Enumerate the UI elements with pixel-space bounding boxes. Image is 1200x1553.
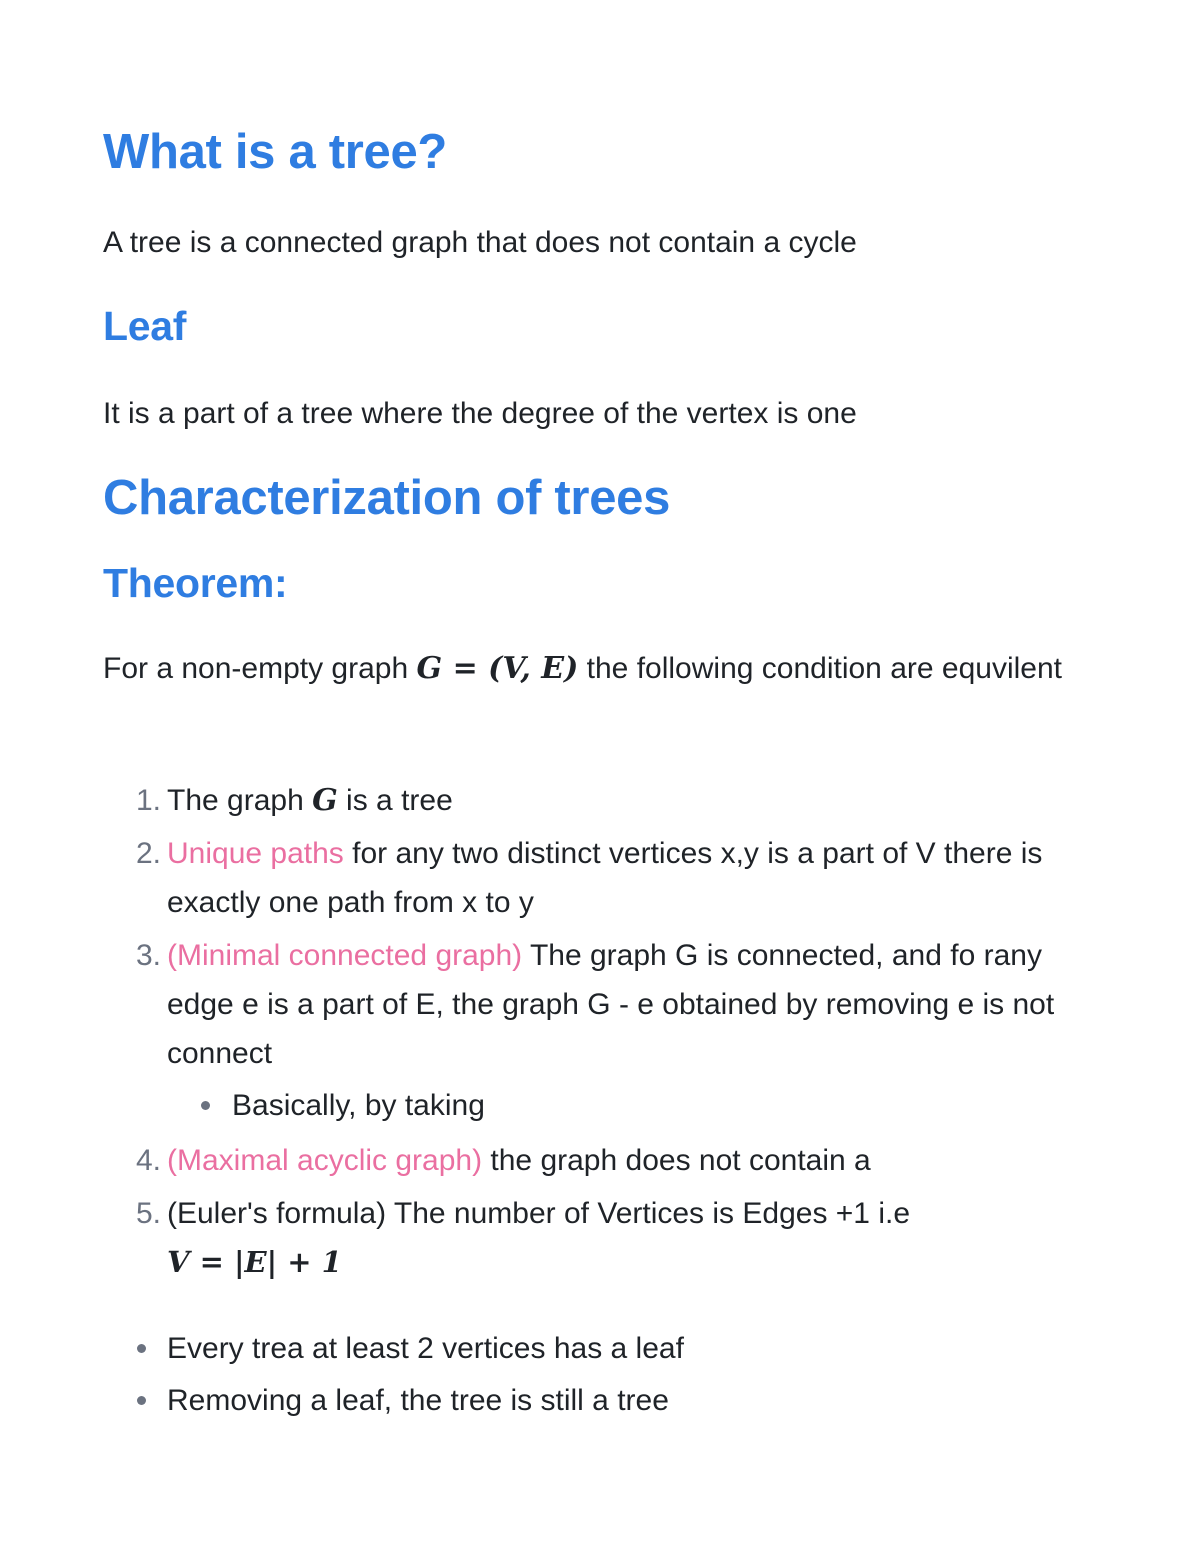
list-number: 2. [135, 837, 161, 870]
heading-what-is-a-tree: What is a tree? [103, 125, 448, 179]
heading-characterization: Characterization of trees [103, 471, 671, 525]
paragraph-tree-definition: A tree is a connected graph that does not contain a cycle [103, 226, 857, 259]
highlight-term: Unique paths [167, 837, 344, 870]
item-text-pre: The graph [167, 784, 313, 817]
euler-formula: V = |E| + 1 [167, 1245, 342, 1279]
item-text: for any two distinct vertices x,y is a part of V there is exactly one path from x to y [167, 837, 1043, 919]
sub-list-text: Basically, by taking [232, 1089, 485, 1122]
bullet-text: Removing a leaf, the tree is still a tree [167, 1384, 669, 1417]
list-text [167, 931, 1087, 1078]
bullet-icon [201, 1101, 210, 1110]
bullet-text: Every trea at least 2 vertices has a leaf [167, 1332, 684, 1365]
list-text [167, 1136, 1087, 1185]
list-text [167, 1189, 1087, 1287]
list-text [167, 776, 1087, 825]
item-text: the graph does not contain a [482, 1144, 871, 1177]
theorem-text-after: the following condition are equvilent [578, 652, 1062, 685]
list-number: 1. [135, 784, 161, 817]
list-number: 4. [135, 1144, 161, 1177]
item-text: is a tree [337, 784, 453, 817]
list-number: 5. [135, 1197, 161, 1230]
highlight-term: (Minimal connected graph) [167, 939, 523, 972]
theorem-text-before: For a non-empty graph [103, 652, 417, 685]
heading-theorem: Theorem: [103, 560, 288, 606]
paragraph-leaf-definition: It is a part of a tree where the degree of the vertex is one [103, 397, 857, 430]
graph-formula: G = (V, E) [416, 651, 579, 686]
bullet-icon [137, 1396, 146, 1405]
item-text: (Euler's formula) The number of Vertices is Edges +1 i.e [167, 1197, 911, 1230]
list-text [167, 829, 1087, 927]
heading-leaf: Leaf [103, 303, 187, 349]
item-text: The graph G is connected, and fo rany edge e is a part of E, the graph G - e obtained by removing e is not connect [167, 939, 1055, 1070]
paragraph-theorem-statement [103, 645, 1063, 693]
bullet-icon [137, 1344, 146, 1353]
graph-symbol: G [312, 783, 338, 818]
list-number: 3. [135, 939, 161, 972]
highlight-term: (Maximal acyclic graph) [167, 1144, 483, 1177]
